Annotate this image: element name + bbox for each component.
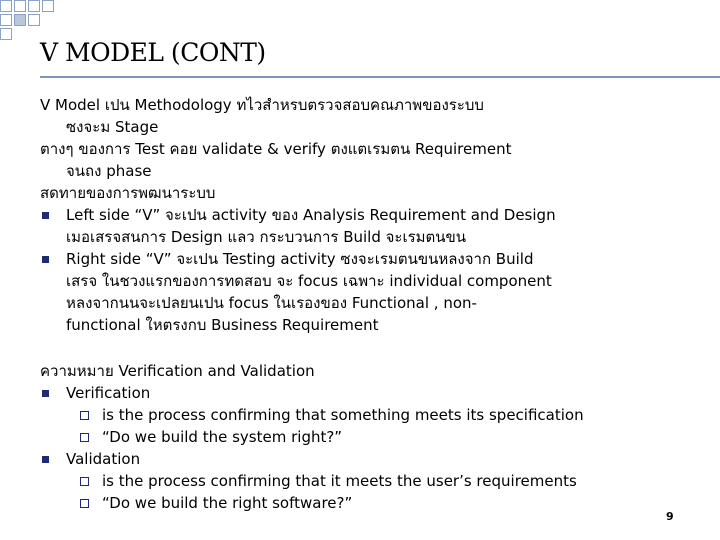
sub-bullet-text: is the process confirming that it meets the user’s requirements [102, 472, 577, 490]
square-bullet-icon [42, 256, 49, 263]
slide-title: V MODEL (CONT) [40, 38, 266, 67]
bullet-item [40, 204, 700, 226]
bullet-item [40, 448, 700, 470]
sub-bullet-item [40, 492, 700, 514]
sub-bullet-text: “Do we build the system right?” [102, 428, 343, 446]
body-line: ตางๆ ของการ Test คอย validate & verify ตงแตเรมตน Requirement [40, 140, 512, 158]
bullet-text: Validation [66, 450, 141, 468]
body-line: สดทายของการพฒนาระบบ [40, 184, 216, 202]
bullet-text: Right side “V” จะเปน Testing activity ซงจะเรมตนขนหลงจาก Build [66, 250, 534, 268]
hollow-square-bullet-icon [80, 499, 89, 508]
sub-bullet-item [40, 470, 700, 492]
square-bullet-icon [42, 390, 49, 397]
bullet-text: Verification [66, 384, 151, 402]
bullet-continuation: เสรจ ในชวงแรกของการทดสอบ จะ focus เฉพาะ individual component [66, 272, 552, 290]
title-divider [40, 76, 720, 78]
hollow-square-bullet-icon [80, 411, 89, 420]
slide-body [40, 94, 700, 514]
bullet-item [40, 382, 700, 404]
sub-bullet-item [40, 404, 700, 426]
body-line: จนถง phase [66, 162, 152, 180]
square-bullet-icon [42, 212, 49, 219]
body-line: V Model เปน Methodology ทไวสำหรบตรวจสอบคณภาพของระบบ [40, 96, 484, 114]
sub-bullet-text: is the process confirming that something meets its specification [102, 406, 584, 424]
body-line: ซงจะม Stage [66, 118, 159, 136]
sub-bullet-text: “Do we build the right software?” [102, 494, 353, 512]
bullet-continuation: functional ใหตรงกบ Business Requirement [66, 316, 379, 334]
hollow-square-bullet-icon [80, 477, 89, 486]
square-bullet-icon [42, 456, 49, 463]
bullet-text: Left side “V” จะเปน activity ของ Analysis Requirement and Design [66, 206, 556, 224]
sub-bullet-item [40, 426, 700, 448]
page-number: 9 [666, 510, 674, 523]
bullet-item [40, 248, 700, 270]
hollow-square-bullet-icon [80, 433, 89, 442]
section-heading: ความหมาย Verification and Validation [40, 362, 315, 380]
bullet-continuation: หลงจากนนจะเปลยนเปน focus ในเรองของ Functional , non- [66, 294, 477, 312]
bullet-continuation: เมอเสรจสนการ Design แลว กระบวนการ Build จะเรมตนขน [66, 228, 467, 246]
